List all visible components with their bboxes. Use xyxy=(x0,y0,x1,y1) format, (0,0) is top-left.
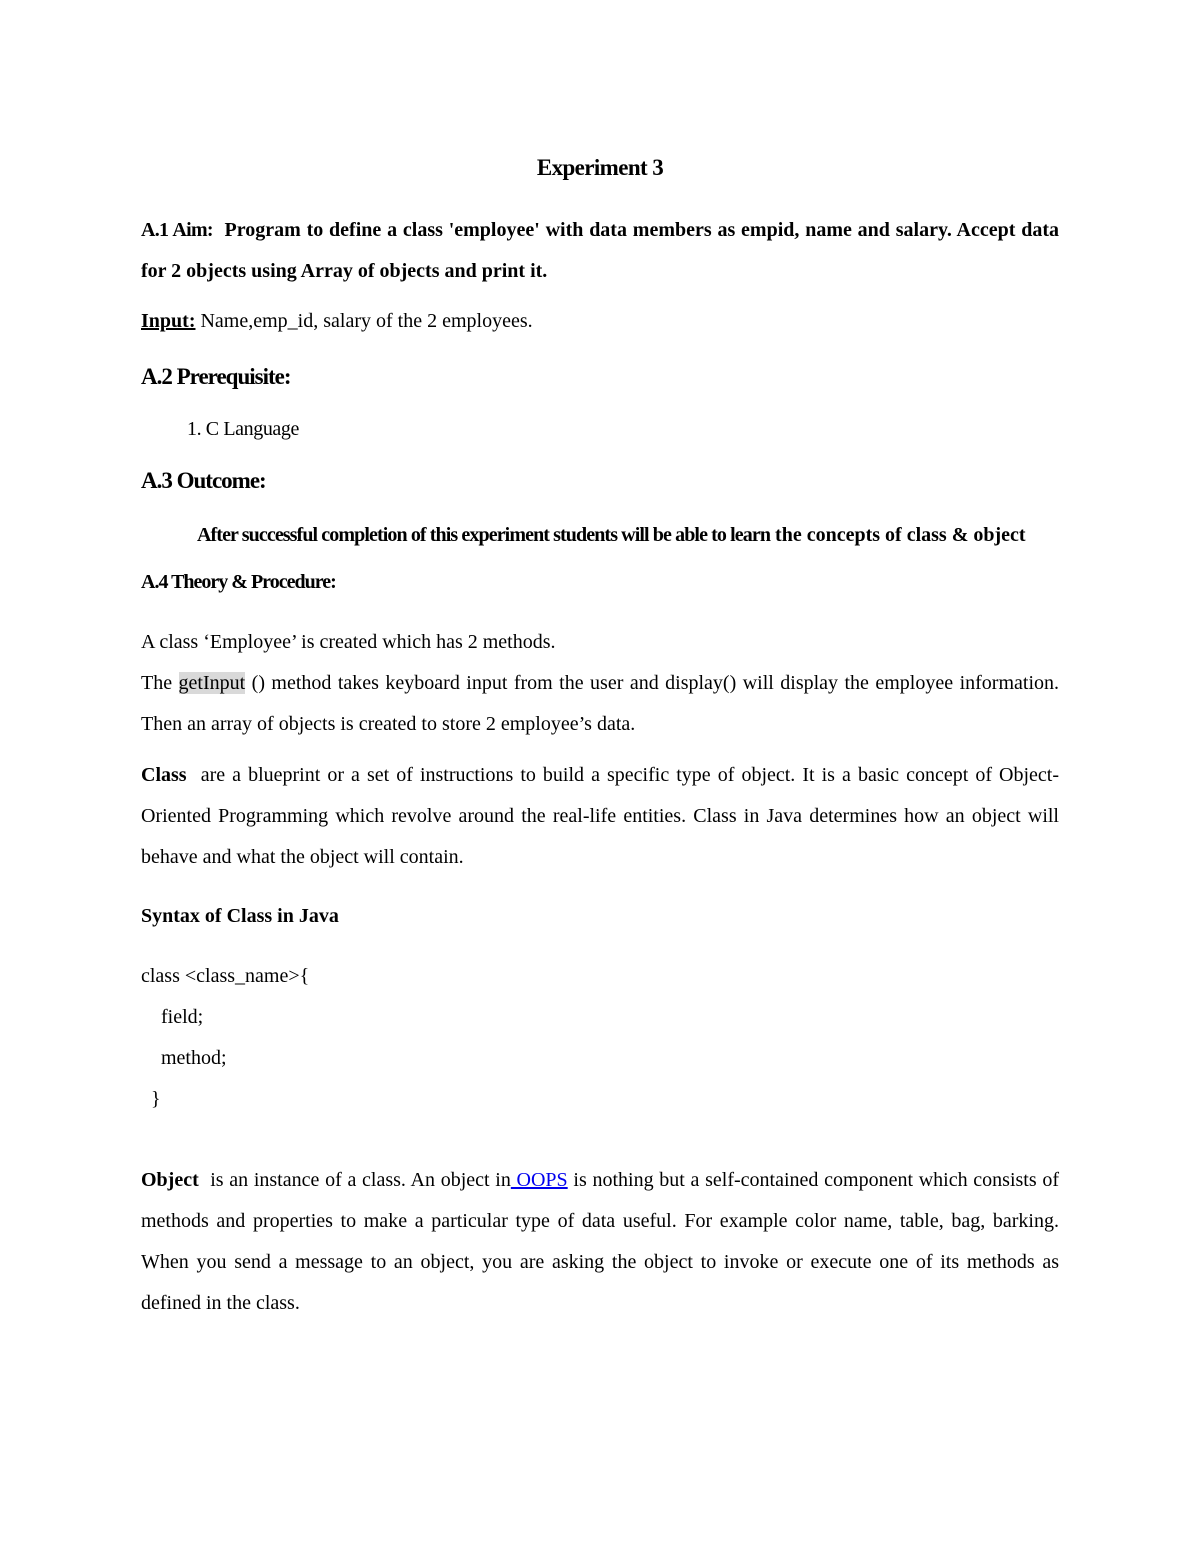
prerequisite-list xyxy=(141,411,1059,447)
input-line xyxy=(141,303,1059,339)
class-text: are a blueprint or a set of instructions to build a specific type of object. It is a basic concept of Object-Oriented Programming which revolve around the real-life entities. Class in Java determines how an object will behave and what the object will contain. xyxy=(141,764,1059,868)
input-label: Input: xyxy=(141,310,196,332)
object-term: Object xyxy=(141,1169,199,1191)
class-term: Class xyxy=(141,764,187,786)
theory-heading: A.4 Theory & Procedure: xyxy=(141,571,336,593)
code-block xyxy=(141,956,1059,1120)
outcome-text-part2: the concepts of class & object xyxy=(775,524,1026,546)
object-text-pre: is an instance of a class. An object in xyxy=(210,1169,511,1191)
highlighted-method-name: getInput xyxy=(178,672,246,694)
class-paragraph xyxy=(141,755,1059,878)
object-paragraph xyxy=(141,1160,1059,1324)
theory-line-2-post: () method takes keyboard input from the user and display() will display the employee information. Then an array of objects is created to store 2 employee’s data. xyxy=(141,672,1059,735)
prerequisite-heading: A.2 Prerequisite: xyxy=(141,364,291,389)
list-item: 1. C Language xyxy=(187,418,299,440)
document-body xyxy=(141,150,1059,1324)
theory-line-2 xyxy=(141,663,1059,745)
outcome-text-part1: After successful completion of this experiment students will be able to learn xyxy=(197,524,771,546)
input-text: Name,emp_id, salary of the 2 employees. xyxy=(200,310,533,332)
document-title: Experiment 3 xyxy=(536,155,664,180)
code-line: class <class_name>{ xyxy=(141,965,310,987)
outcome-heading: A.3 Outcome: xyxy=(141,468,266,493)
theory-line-2-pre: The xyxy=(141,672,173,694)
code-line: field; xyxy=(141,1006,204,1028)
outcome-paragraph xyxy=(141,515,1059,556)
theory-line-1: A class ‘Employee’ is created which has 2 methods. xyxy=(141,631,556,653)
aim-label: A.1 Aim: xyxy=(141,219,213,241)
aim-text: Program to define a class 'employee' with data members as empid, name and salary. Accept data for 2 objects using Array of objects and print it. xyxy=(141,219,1059,282)
oops-link[interactable]: OOPS xyxy=(510,1169,568,1191)
aim-paragraph xyxy=(141,210,1059,292)
syntax-heading: Syntax of Class in Java xyxy=(141,905,339,927)
code-line: method; xyxy=(141,1047,227,1069)
code-line: } xyxy=(141,1088,161,1110)
object-text-post: is nothing but a self-contained component which consists of methods and properties to make a particular type of data useful. For example color name, table, bag, barking. When you send a message to an object, you are asking the object to invoke or execute one of its methods as defined in the class. xyxy=(141,1169,1060,1314)
